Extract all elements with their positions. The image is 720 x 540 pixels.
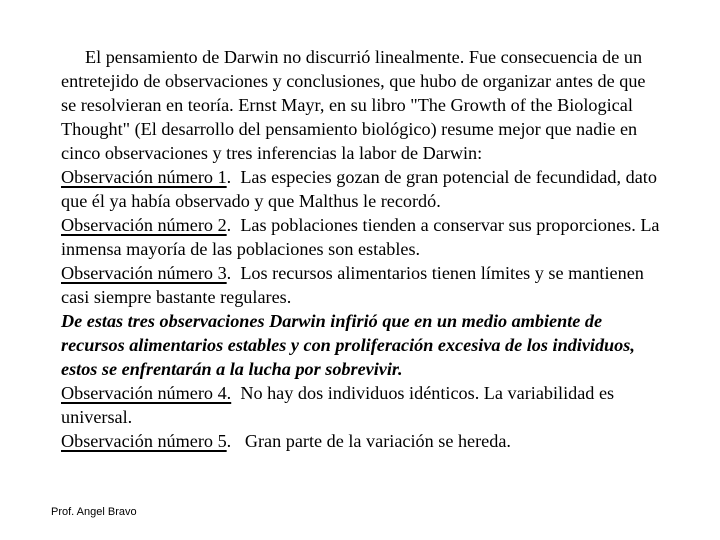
observation-3 bbox=[61, 261, 661, 309]
slide-body bbox=[61, 45, 661, 453]
observation-2-label: Observación número 2 bbox=[61, 215, 227, 235]
observation-4 bbox=[61, 381, 661, 429]
observation-3-label: Observación número 3 bbox=[61, 263, 227, 283]
observation-1 bbox=[61, 165, 661, 213]
observation-3-separator: . bbox=[226, 263, 241, 283]
observation-1-separator: . bbox=[226, 167, 241, 187]
observation-5-separator: . bbox=[226, 431, 245, 451]
observation-4-label: Observación número 4. bbox=[61, 383, 232, 403]
observation-1-text: Las especies gozan de gran potencial de fecundidad, dato que él ya había observado y que Malthus le recordó. bbox=[61, 167, 657, 211]
observation-2 bbox=[61, 213, 661, 261]
inference-paragraph: De estas tres observaciones Darwin infirió que en un medio ambiente de recursos alimentarios estables y con proliferación excesiva de los individuos, estos se enfrentarán a la lucha por sobrevivir. bbox=[61, 311, 635, 379]
author-footer: Prof. Angel Bravo bbox=[51, 506, 137, 518]
observation-2-text: Las poblaciones tienden a conservar sus proporciones. La inmensa mayoría de las poblaciones son estables. bbox=[61, 215, 660, 259]
observation-3-text: Los recursos alimentarios tienen límites y se mantienen casi siempre bastante regulares. bbox=[61, 263, 644, 307]
observation-5 bbox=[61, 429, 661, 453]
observation-5-label: Observación número 5 bbox=[61, 431, 227, 451]
observation-2-separator: . bbox=[226, 215, 241, 235]
observation-1-label: Observación número 1 bbox=[61, 167, 227, 187]
observation-4-text: No hay dos individuos idénticos. La variabilidad es universal. bbox=[61, 383, 615, 427]
observation-4-separator bbox=[231, 383, 240, 403]
intro-paragraph: El pensamiento de Darwin no discurrió linealmente. Fue consecuencia de un entretejido de observaciones y conclusiones, que hubo de organizar antes de que se resolvieran en teoría. Ernst Mayr, en su libro "The Growth of the Biological Thought" (El desarrollo del pensamiento biológico) resume mejor que nadie en cinco observaciones y tres inferencias la labor de Darwin: bbox=[61, 47, 646, 163]
observation-5-text: Gran parte de la variación se hereda. bbox=[244, 431, 511, 451]
